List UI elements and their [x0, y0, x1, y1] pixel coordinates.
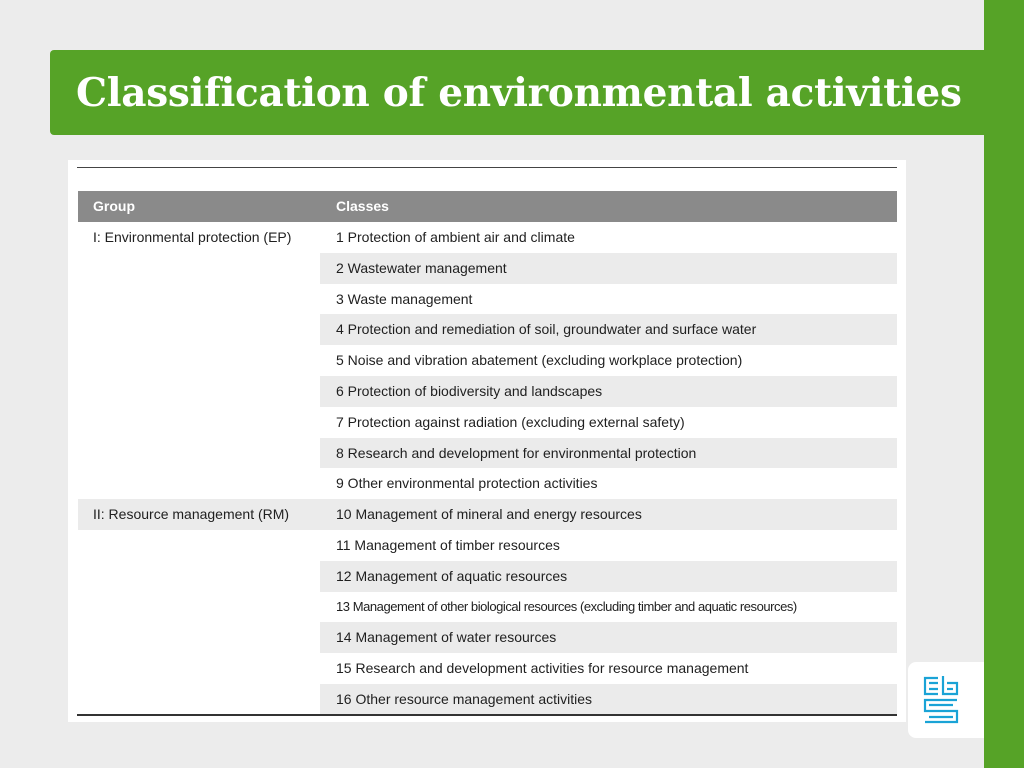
table-row	[68, 684, 906, 715]
right-accent-bar	[984, 0, 1024, 768]
table-row	[68, 622, 906, 653]
table-row	[68, 592, 906, 623]
table-row	[68, 376, 906, 407]
table-row	[68, 468, 906, 499]
class-cell: 2 Wastewater management	[320, 253, 897, 284]
table-row	[68, 253, 906, 284]
group-cell: I: Environmental protection (EP)	[93, 229, 292, 245]
class-cell: 5 Noise and vibration abatement (excluding workplace protection)	[336, 352, 743, 369]
class-cell: 12 Management of aquatic resources	[320, 561, 897, 592]
class-cell: 8 Research and development for environmental protection	[320, 438, 897, 469]
class-cell: 15 Research and development activities for resource management	[336, 660, 749, 677]
class-cell: 6 Protection of biodiversity and landscapes	[320, 376, 897, 407]
cbs-logo-icon	[923, 674, 959, 726]
table-row	[68, 222, 906, 253]
table-row	[68, 530, 906, 561]
table-row	[68, 314, 906, 345]
table-row	[68, 284, 906, 315]
class-cell: 10 Management of mineral and energy resources	[320, 499, 897, 530]
slide-title: Classification of environmental activities	[76, 69, 962, 116]
table-top-rule	[77, 167, 897, 168]
class-cell: 14 Management of water resources	[320, 622, 897, 653]
class-cell: 3 Waste management	[336, 290, 473, 307]
class-cell: 9 Other environmental protection activities	[336, 475, 598, 492]
table-row	[68, 561, 906, 592]
class-cell: 11 Management of timber resources	[336, 536, 560, 553]
header-group: Group	[93, 198, 135, 214]
class-cell: 16 Other resource management activities	[320, 684, 897, 715]
table-header-row	[78, 191, 897, 222]
table-row	[68, 345, 906, 376]
cbs-logo	[908, 662, 984, 738]
classification-table	[68, 160, 906, 722]
class-cell: 13 Management of other biological resources (excluding timber and aquatic resources)	[336, 598, 797, 614]
table-row	[68, 653, 906, 684]
table-row	[68, 407, 906, 438]
table-bottom-rule	[77, 714, 897, 716]
class-cell: 1 Protection of ambient air and climate	[336, 229, 575, 245]
group-cell: II: Resource management (RM)	[93, 506, 290, 523]
class-cell: 7 Protection against radiation (excluding external safety)	[336, 413, 685, 430]
title-banner	[50, 50, 984, 135]
header-classes: Classes	[336, 198, 389, 214]
table-row	[68, 499, 906, 530]
class-cell: 4 Protection and remediation of soil, groundwater and surface water	[320, 314, 897, 345]
table-row	[68, 438, 906, 469]
table-body	[68, 222, 906, 715]
